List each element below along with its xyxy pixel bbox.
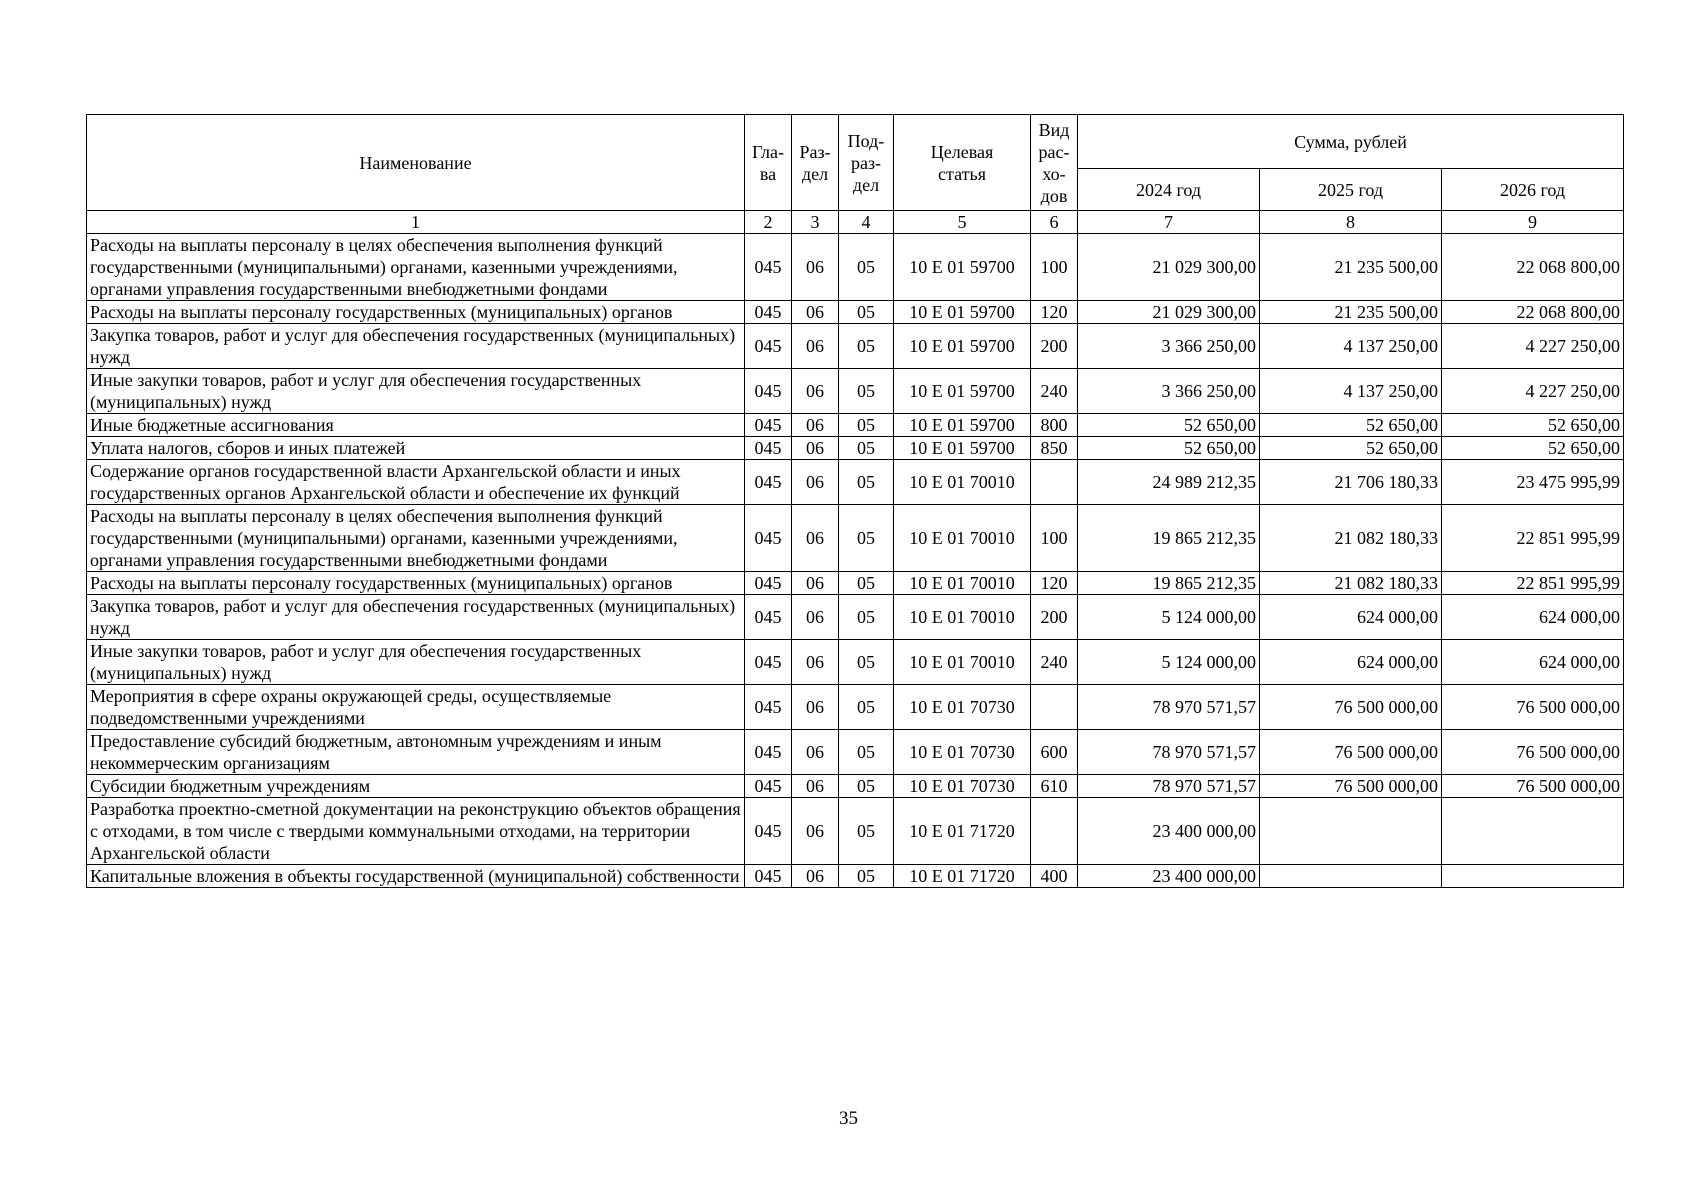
- row-podrazdel: 05: [839, 324, 894, 369]
- row-vid: [1031, 685, 1078, 730]
- row-podrazdel: 05: [839, 865, 894, 888]
- row-vid: 100: [1031, 234, 1078, 301]
- row-razdel: 06: [792, 369, 839, 414]
- row-sum-2026: 22 068 800,00: [1442, 301, 1624, 324]
- row-sum-2025: 4 137 250,00: [1260, 369, 1442, 414]
- row-sum-2024: 3 366 250,00: [1078, 369, 1260, 414]
- row-name: Иные бюджетные ассигнования: [87, 414, 745, 437]
- row-sum-2026: 76 500 000,00: [1442, 775, 1624, 798]
- row-sum-2025: 52 650,00: [1260, 414, 1442, 437]
- row-name: Субсидии бюджетным учреждениям: [87, 775, 745, 798]
- row-sum-2026: 4 227 250,00: [1442, 324, 1624, 369]
- header-vid-text: Вид рас- хо- дов: [1038, 119, 1070, 206]
- row-sum-2026: 22 851 995,99: [1442, 572, 1624, 595]
- row-podrazdel: 05: [839, 437, 894, 460]
- row-podrazdel: 05: [839, 798, 894, 865]
- row-target: 10 Е 01 70010: [894, 595, 1031, 640]
- row-name: Закупка товаров, работ и услуг для обеспечения государственных (муниципальных) нужд: [87, 324, 745, 369]
- table-row: [87, 865, 1624, 888]
- row-vid: 610: [1031, 775, 1078, 798]
- header-2024: 2024 год: [1078, 169, 1260, 211]
- row-target: 10 Е 01 70010: [894, 505, 1031, 572]
- column-number: 5: [894, 211, 1031, 234]
- budget-table: [86, 114, 1624, 888]
- row-vid: 400: [1031, 865, 1078, 888]
- row-razdel: 06: [792, 414, 839, 437]
- table-row: [87, 505, 1624, 572]
- column-number: 9: [1442, 211, 1624, 234]
- row-sum-2026: [1442, 798, 1624, 865]
- column-number: 6: [1031, 211, 1078, 234]
- row-podrazdel: 05: [839, 572, 894, 595]
- column-number: 4: [839, 211, 894, 234]
- row-sum-2026: 76 500 000,00: [1442, 685, 1624, 730]
- row-sum-2025: [1260, 865, 1442, 888]
- row-sum-2025: 76 500 000,00: [1260, 685, 1442, 730]
- row-vid: 100: [1031, 505, 1078, 572]
- row-name: Расходы на выплаты персоналу в целях обеспечения выполнения функций государственными (муниципальными) органами, казенными учреждениями, органами управления государственными внебюджетными фондами: [87, 234, 745, 301]
- row-podrazdel: 05: [839, 640, 894, 685]
- row-target: 10 Е 01 70010: [894, 640, 1031, 685]
- row-name: Иные закупки товаров, работ и услуг для обеспечения государственных (муниципальных) нужд: [87, 369, 745, 414]
- row-vid: 120: [1031, 301, 1078, 324]
- table-row: [87, 798, 1624, 865]
- row-sum-2026: 76 500 000,00: [1442, 730, 1624, 775]
- row-target: 10 Е 01 70010: [894, 460, 1031, 505]
- row-razdel: 06: [792, 595, 839, 640]
- row-podrazdel: 05: [839, 301, 894, 324]
- row-sum-2025: 76 500 000,00: [1260, 775, 1442, 798]
- column-number: 8: [1260, 211, 1442, 234]
- table-row: [87, 640, 1624, 685]
- row-glava: 045: [745, 505, 792, 572]
- row-name: Расходы на выплаты персоналу государственных (муниципальных) органов: [87, 572, 745, 595]
- row-razdel: 06: [792, 572, 839, 595]
- row-name: Содержание органов государственной власти Архангельской области и иных государственных органов Архангельской области и обеспечение их функций: [87, 460, 745, 505]
- row-glava: 045: [745, 572, 792, 595]
- header-name: Наименование: [87, 115, 745, 211]
- header-target-text: Целевая статья: [930, 141, 994, 184]
- header-target: [894, 115, 1031, 211]
- row-sum-2026: 624 000,00: [1442, 640, 1624, 685]
- row-podrazdel: 05: [839, 730, 894, 775]
- table-row: [87, 595, 1624, 640]
- header-glava: [745, 115, 792, 211]
- header-razdel-text: Раз- дел: [799, 141, 831, 184]
- page-number: 35: [839, 1108, 858, 1129]
- column-number-row: [87, 211, 1624, 234]
- row-glava: 045: [745, 324, 792, 369]
- header-podrazdel-text: Под- раз- дел: [847, 130, 885, 195]
- row-sum-2025: 21 235 500,00: [1260, 301, 1442, 324]
- header-2026: 2026 год: [1442, 169, 1624, 211]
- row-sum-2026: 4 227 250,00: [1442, 369, 1624, 414]
- row-sum-2024: 24 989 212,35: [1078, 460, 1260, 505]
- row-sum-2025: 21 082 180,33: [1260, 505, 1442, 572]
- table-body: [87, 234, 1624, 888]
- row-name: Уплата налогов, сборов и иных платежей: [87, 437, 745, 460]
- table-row: [87, 572, 1624, 595]
- row-sum-2024: 5 124 000,00: [1078, 595, 1260, 640]
- row-vid: 850: [1031, 437, 1078, 460]
- row-vid: [1031, 798, 1078, 865]
- header-2025: 2025 год: [1260, 169, 1442, 211]
- row-name: Мероприятия в сфере охраны окружающей среды, осуществляемые подведомственными учреждениями: [87, 685, 745, 730]
- row-sum-2024: 78 970 571,57: [1078, 775, 1260, 798]
- row-name: Иные закупки товаров, работ и услуг для обеспечения государственных (муниципальных) нужд: [87, 640, 745, 685]
- table-row: [87, 775, 1624, 798]
- row-sum-2025: [1260, 798, 1442, 865]
- row-glava: 045: [745, 640, 792, 685]
- row-sum-2024: 52 650,00: [1078, 437, 1260, 460]
- row-vid: 240: [1031, 640, 1078, 685]
- header-sum: Сумма, рублей: [1078, 115, 1624, 169]
- row-sum-2024: 5 124 000,00: [1078, 640, 1260, 685]
- row-podrazdel: 05: [839, 775, 894, 798]
- row-sum-2024: 23 400 000,00: [1078, 865, 1260, 888]
- row-target: 10 Е 01 59700: [894, 369, 1031, 414]
- row-podrazdel: 05: [839, 460, 894, 505]
- row-razdel: 06: [792, 460, 839, 505]
- row-podrazdel: 05: [839, 414, 894, 437]
- column-number: 1: [87, 211, 745, 234]
- row-glava: 045: [745, 414, 792, 437]
- row-sum-2025: 21 082 180,33: [1260, 572, 1442, 595]
- row-razdel: 06: [792, 865, 839, 888]
- table-row: [87, 369, 1624, 414]
- row-name: Разработка проектно-сметной документации на реконструкцию объектов обращения с отходами, в том числе с твердыми коммунальными отходами, на территории Архангельской области: [87, 798, 745, 865]
- row-podrazdel: 05: [839, 369, 894, 414]
- row-sum-2025: 21 706 180,33: [1260, 460, 1442, 505]
- row-glava: 045: [745, 730, 792, 775]
- row-podrazdel: 05: [839, 685, 894, 730]
- row-glava: 045: [745, 460, 792, 505]
- row-vid: 120: [1031, 572, 1078, 595]
- row-vid: 200: [1031, 595, 1078, 640]
- row-sum-2024: 78 970 571,57: [1078, 730, 1260, 775]
- row-sum-2025: 624 000,00: [1260, 595, 1442, 640]
- row-sum-2026: [1442, 865, 1624, 888]
- column-number: 3: [792, 211, 839, 234]
- row-podrazdel: 05: [839, 234, 894, 301]
- row-name: Закупка товаров, работ и услуг для обеспечения государственных (муниципальных) нужд: [87, 595, 745, 640]
- row-glava: 045: [745, 865, 792, 888]
- row-target: 10 Е 01 71720: [894, 865, 1031, 888]
- row-glava: 045: [745, 301, 792, 324]
- table-row: [87, 414, 1624, 437]
- row-sum-2026: 52 650,00: [1442, 414, 1624, 437]
- row-target: 10 Е 01 59700: [894, 324, 1031, 369]
- row-sum-2025: 21 235 500,00: [1260, 234, 1442, 301]
- row-sum-2024: 19 865 212,35: [1078, 505, 1260, 572]
- table-row: [87, 437, 1624, 460]
- table-row: [87, 324, 1624, 369]
- header-razdel: [792, 115, 839, 211]
- row-sum-2026: 22 068 800,00: [1442, 234, 1624, 301]
- row-name: Расходы на выплаты персоналу в целях обеспечения выполнения функций государственными (муниципальными) органами, казенными учреждениями, органами управления государственными внебюджетными фондами: [87, 505, 745, 572]
- row-glava: 045: [745, 798, 792, 865]
- header-podrazdel: [839, 115, 894, 211]
- row-glava: 045: [745, 595, 792, 640]
- row-sum-2024: 19 865 212,35: [1078, 572, 1260, 595]
- row-glava: 045: [745, 369, 792, 414]
- row-sum-2024: 3 366 250,00: [1078, 324, 1260, 369]
- row-vid: 600: [1031, 730, 1078, 775]
- header-vid: [1031, 115, 1078, 211]
- row-glava: 045: [745, 775, 792, 798]
- row-target: 10 Е 01 59700: [894, 414, 1031, 437]
- row-glava: 045: [745, 685, 792, 730]
- row-razdel: 06: [792, 437, 839, 460]
- row-razdel: 06: [792, 775, 839, 798]
- row-target: 10 Е 01 59700: [894, 301, 1031, 324]
- table-row: [87, 234, 1624, 301]
- row-name: Предоставление субсидий бюджетным, автономным учреждениям и иным некоммерческим организациям: [87, 730, 745, 775]
- table-row: [87, 685, 1624, 730]
- row-vid: 800: [1031, 414, 1078, 437]
- row-podrazdel: 05: [839, 505, 894, 572]
- row-vid: 240: [1031, 369, 1078, 414]
- row-sum-2024: 78 970 571,57: [1078, 685, 1260, 730]
- row-target: 10 Е 01 70730: [894, 775, 1031, 798]
- row-sum-2025: 52 650,00: [1260, 437, 1442, 460]
- row-target: 10 Е 01 59700: [894, 234, 1031, 301]
- table-row: [87, 730, 1624, 775]
- table-row: [87, 460, 1624, 505]
- row-sum-2025: 624 000,00: [1260, 640, 1442, 685]
- row-glava: 045: [745, 234, 792, 301]
- row-glava: 045: [745, 437, 792, 460]
- row-sum-2026: 22 851 995,99: [1442, 505, 1624, 572]
- row-target: 10 Е 01 70730: [894, 730, 1031, 775]
- row-name: Капитальные вложения в объекты государственной (муниципальной) собственности: [87, 865, 745, 888]
- row-sum-2024: 52 650,00: [1078, 414, 1260, 437]
- row-target: 10 Е 01 59700: [894, 437, 1031, 460]
- row-razdel: 06: [792, 505, 839, 572]
- row-razdel: 06: [792, 301, 839, 324]
- row-vid: [1031, 460, 1078, 505]
- row-sum-2024: 21 029 300,00: [1078, 301, 1260, 324]
- row-target: 10 Е 01 71720: [894, 798, 1031, 865]
- row-sum-2025: 4 137 250,00: [1260, 324, 1442, 369]
- row-razdel: 06: [792, 640, 839, 685]
- row-razdel: 06: [792, 234, 839, 301]
- row-sum-2026: 23 475 995,99: [1442, 460, 1624, 505]
- row-razdel: 06: [792, 798, 839, 865]
- row-razdel: 06: [792, 685, 839, 730]
- header-glava-text: Гла- ва: [751, 141, 785, 184]
- row-target: 10 Е 01 70010: [894, 572, 1031, 595]
- row-podrazdel: 05: [839, 595, 894, 640]
- row-name: Расходы на выплаты персоналу государственных (муниципальных) органов: [87, 301, 745, 324]
- column-number: 7: [1078, 211, 1260, 234]
- column-number: 2: [745, 211, 792, 234]
- row-sum-2024: 21 029 300,00: [1078, 234, 1260, 301]
- row-razdel: 06: [792, 324, 839, 369]
- row-razdel: 06: [792, 730, 839, 775]
- row-target: 10 Е 01 70730: [894, 685, 1031, 730]
- row-sum-2024: 23 400 000,00: [1078, 798, 1260, 865]
- row-sum-2026: 52 650,00: [1442, 437, 1624, 460]
- table-row: [87, 301, 1624, 324]
- row-vid: 200: [1031, 324, 1078, 369]
- row-sum-2026: 624 000,00: [1442, 595, 1624, 640]
- row-sum-2025: 76 500 000,00: [1260, 730, 1442, 775]
